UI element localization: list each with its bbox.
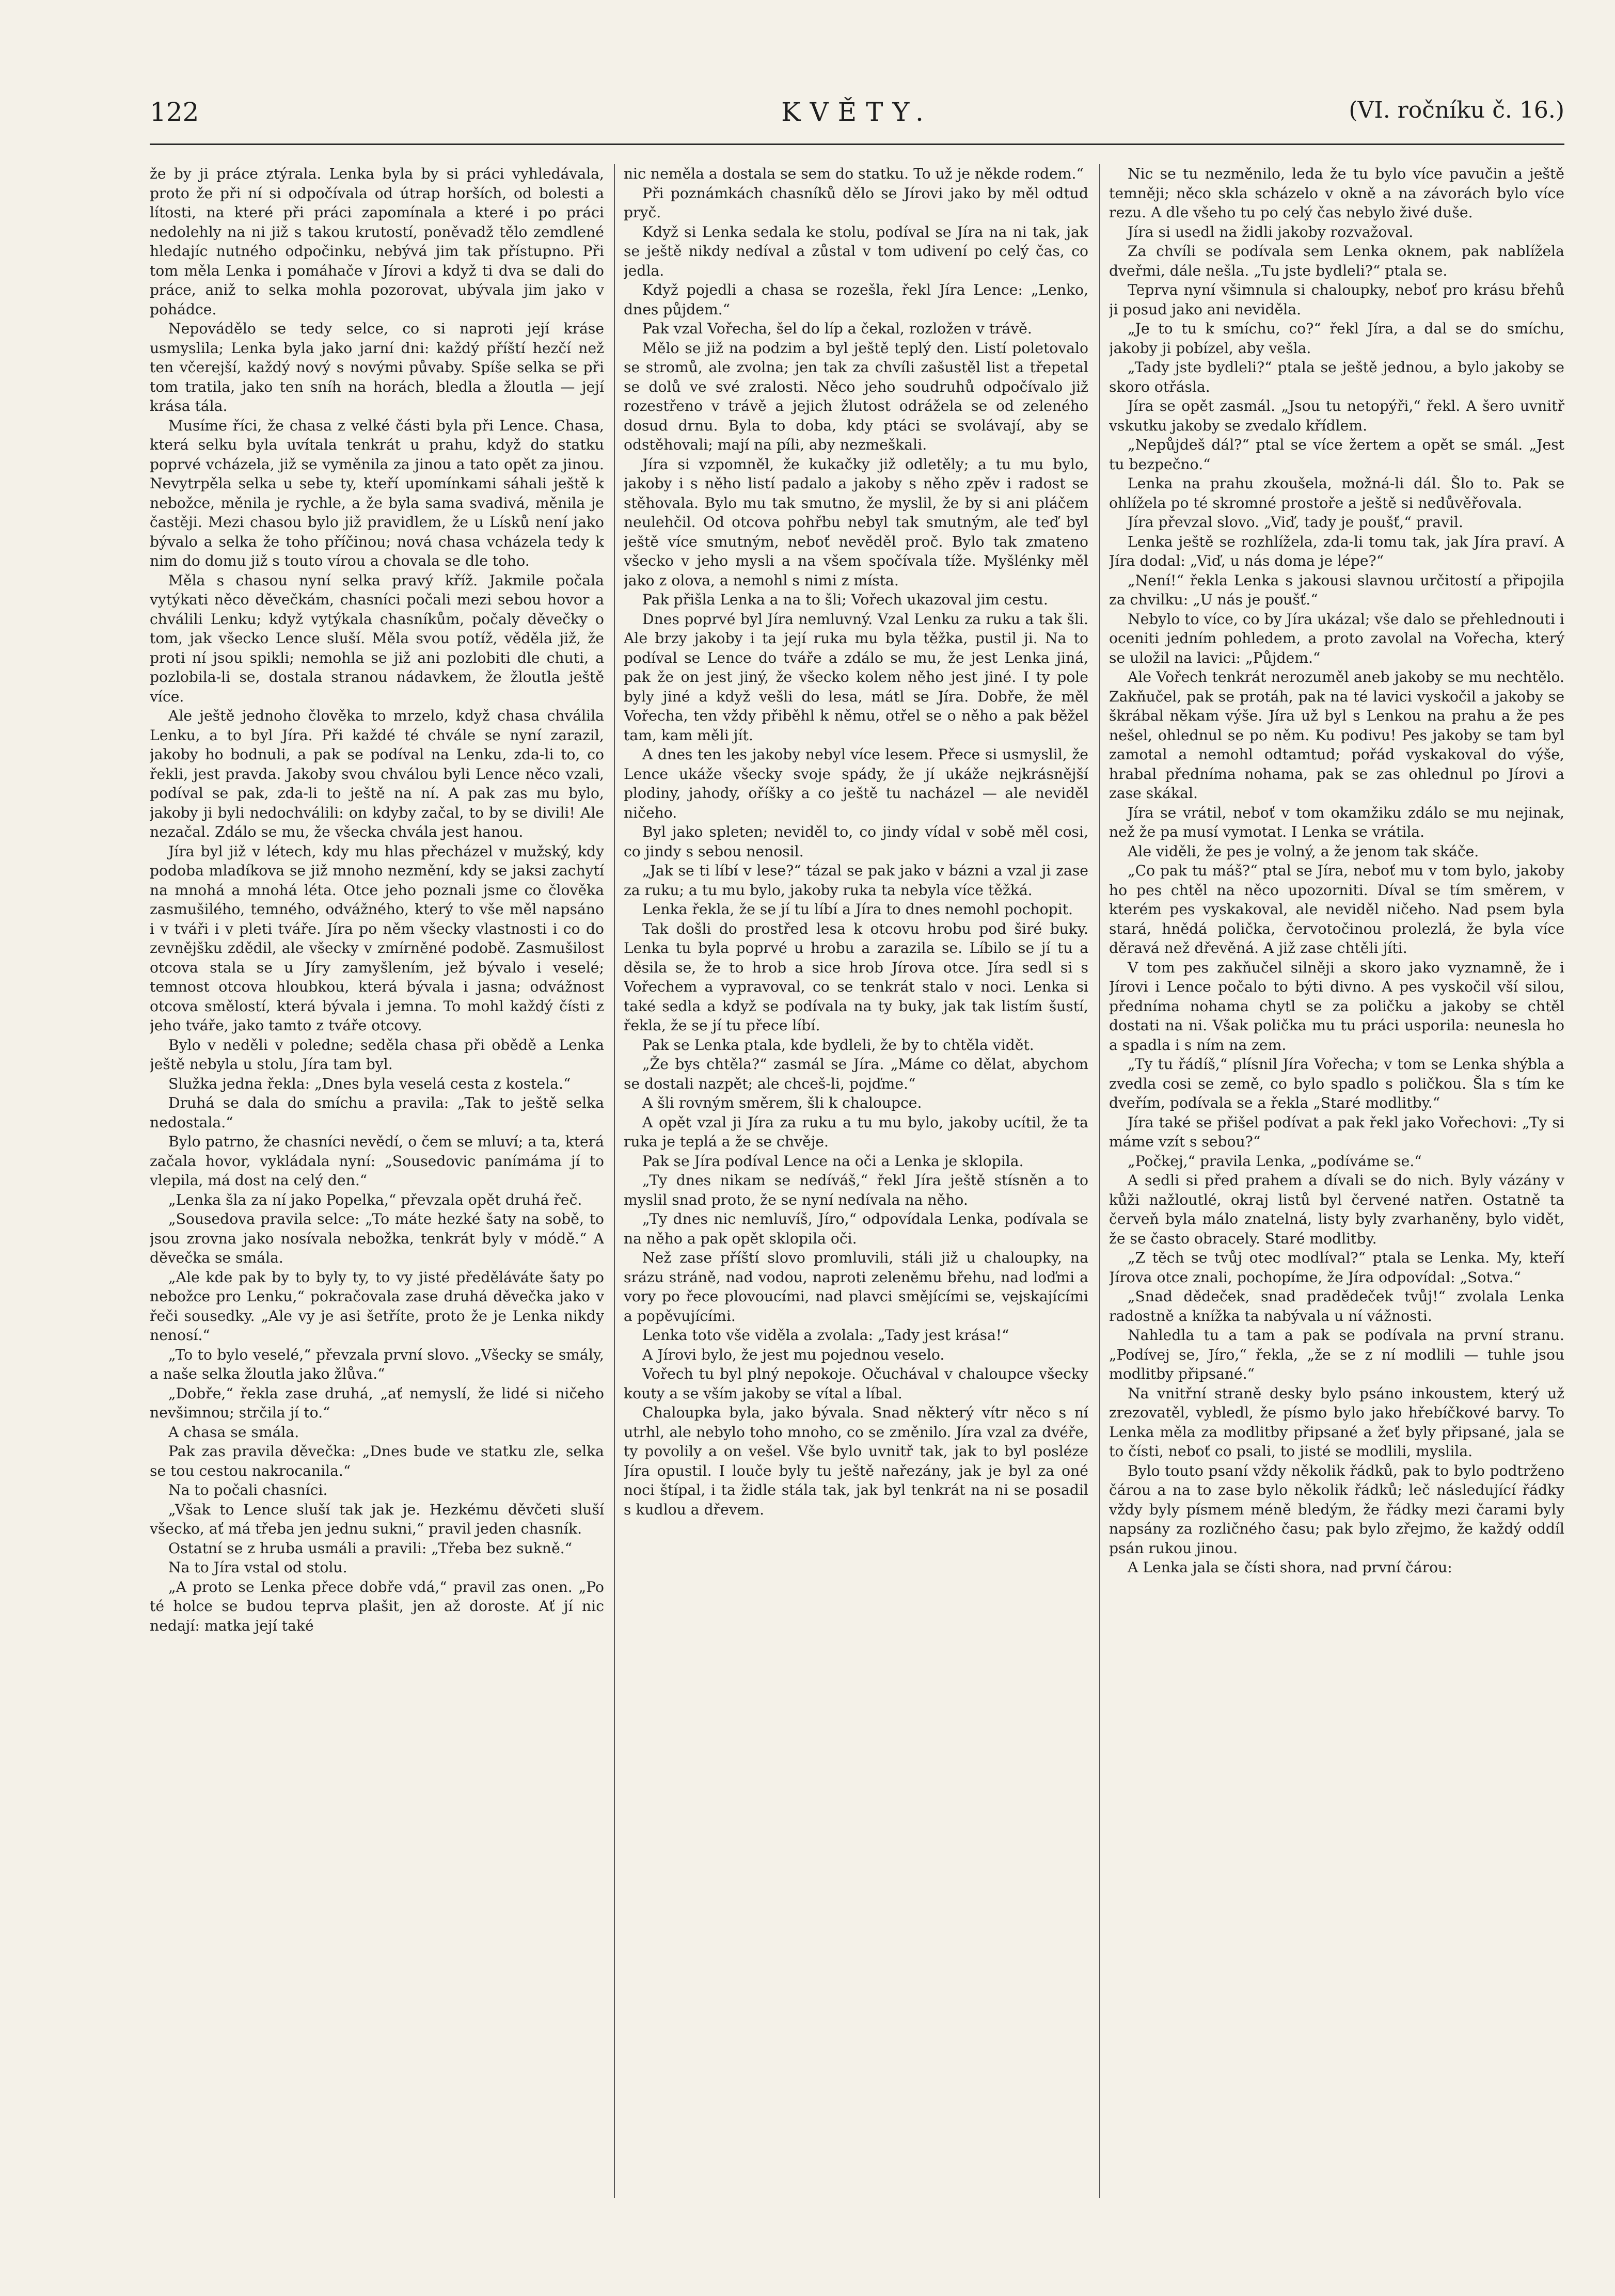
column-1: [150, 164, 604, 2250]
paragraph: Pak se Lenka ptala, kde bydleli, že by to chtěla vidět.: [642, 1036, 1034, 1054]
paragraph: Ostatní se z hruba usmáli a pravili: „Třeba bez sukně.“: [168, 1539, 573, 1557]
paragraph: Než zase příští slovo promluvili, stáli již u chaloupky, na srázu stráně, nad vodou, naproti zeleněmu břehu, nad loďmi a vory po řece plovoucími, nad plavci smějícími se, vejskajícími a popěvujícími.: [624, 1249, 1088, 1325]
paragraph: Jíra byl již v létech, kdy mu hlas přecházel v mužský, kdy podoba mladíkova se již mnoho nezmění, kdy se jaksi zachytí na mnohá a mnohá léta. Otce jeho poznali jsme co člověka zasmušilého, temného, odvážného, který to vše měl napsáno i v tváři i v pleti tváře. Jíra po něm všecky vlastnosti i co do zevnějšku zdědil, ale všecky v zmírněné podobě. Zasmušilost otcova stala se u Jíry zamyšlením, jež bývalo i veselé; temnost otcova hloubkou, která bývala i jasna; odvážnost otcova smělostí, která bývala i jemna. To mohl každý čísti z jeho tváře, jako tamto z tváře otcovy.: [150, 842, 604, 1034]
paragraph: Pak se Jíra podíval Lence na oči a Lenka je sklopila.: [642, 1152, 1024, 1170]
paragraph: Ale Vořech tenkrát nerozuměl aneb jakoby se mu nechtělo. Zakňučel, pak se protáh, pak na té lavici vyskočil a jakoby se škrábal někam výše. Jíra už byl s Lenkou na prahu a že pes nešel, ohlednul se po něm. Ku podivu! Pes jakoby se tam byl zamotal a nemohl odtamtud; pořád vyskakoval do výše, hrabal předníma nohama, pak se zas ohlednul po Jírovi a zase skákal.: [1109, 668, 1564, 802]
paragraph: Mělo se již na podzim a byl ještě teplý den. Listí poletovalo se stromů, ale zvolna; jen tak za chvíli zašustěl list a třepetal se dolů ve své zralosti. Něco jeho soudruhů odpočívalo již rozestřeno v trávě a jejich žlutost odrážela se od zeleného dosud drnu. Byla to doba, kdy ptáci se svolávají, aby se odstěhovali; mají na píli, aby nezmeškali.: [624, 339, 1088, 453]
paragraph: Jíra převzal slovo. „Viď, tady je poušť,“ pravil.: [1128, 514, 1463, 531]
paragraph: Lenka na prahu zkoušela, možná-li dál. Šlo to. Pak se ohlížela po té skromné prostoře a ještě si nedůvěřovala.: [1109, 475, 1564, 512]
paragraph: „A proto se Lenka přece dobře vdá,“ pravil zas onen. „Po té holce se budou teprva plašit, jen až doroste. Ať jí nic nedají: matka její také: [150, 1578, 604, 1634]
paragraph: Když si Lenka sedala ke stolu, podíval se Jíra na ni tak, jak se ještě nikdy nedíval a zůstal v tom udivení po celý čas, co jedla.: [624, 223, 1088, 279]
paragraph: Za chvíli se podívala sem Lenka oknem, pak nablížela dveřmi, dále nešla. „Tu jste bydleli?“ ptala se.: [1109, 243, 1564, 279]
column-3: [1109, 164, 1564, 2250]
paragraph: A dnes ten les jakoby nebyl více lesem. Přece si usmyslil, že Lence ukáže všecky svoje spády, že jí ukáže nejkrásnější plodiny, jahody, oříšky a co ještě tu nacházel — ale neviděl ničeho.: [624, 746, 1088, 821]
paragraph: „Jak se ti líbí v lese?“ tázal se pak jako v bázni a vzal ji zase za ruku; a tu mu bylo, jakoby ruka ta nebyla více těžká.: [624, 862, 1088, 899]
journal-title: KVĚTY.: [781, 97, 933, 127]
column-2: [624, 164, 1088, 2250]
paragraph: Tak došli do prostřed lesa k otcovu hrobu pod širé buky. Lenka tu byla poprvé u hrobu a zarazila se. Líbilo se jí tu a děsila se, že to hrob a sice hrob Jírova otce. Jíra sedl si s Vořechem a vypravoval, co se tenkrát stalo v noci. Lenka si také sedla a když se podívala na ty buky, jak tak listím šustí, řekla, že se jí tu přece líbí.: [624, 920, 1088, 1034]
paragraph: Jíra si usedl na židli jakoby rozvažoval.: [1128, 223, 1414, 241]
paragraph: Ale viděli, že pes je volný, a že jenom tak skáče.: [1128, 842, 1479, 860]
paragraph: Dnes poprvé byl Jíra nemluvný. Vzal Lenku za ruku a tak šli. Ale brzy jakoby i ta její ruka mu byla těžka, pustil ji. Na to podíval se Lence do tváře a zdálo se mu, že jest Lenka jiná, pak že on jest jiný, že všecko kolem něho jest jiné. I ty pole byly jiné a když vešli do lesa, mátl se Jíra. Dobře, že měl Vořecha, ten vždy přiběhl k němu, otřel se o něho a pak běžel tam, kam měli jít.: [624, 610, 1088, 744]
paragraph: „Ty dnes nikam se nedíváš,“ řekl Jíra ještě stísněn a to myslil snad proto, že se nyní nedívala na něho.: [624, 1172, 1088, 1208]
paragraph: Při poznámkách chasníků dělo se Jírovi jako by měl odtud pryč.: [624, 184, 1088, 221]
paragraph: „Že bys chtěla?“ zasmál se Jíra. „Máme co dělat, abychom se dostali nazpět; ale chceš-li, pojďme.“: [624, 1056, 1088, 1092]
paragraph: „Ty dnes nic nemluvíš, Jíro,“ odpovídala Lenka, podívala se na něho a pak opět sklopila oči.: [624, 1210, 1088, 1247]
paragraph: Na to Jíra vstal od stolu.: [168, 1559, 347, 1576]
paragraph: „Lenka šla za ní jako Popelka,“ převzala opět druhá řeč.: [168, 1191, 582, 1208]
paragraph: „Ale kde pak by to byly ty, to vy jisté předěláváte šaty po nebožce pro Lenku,“ pokračovala zase druhá děvečka jako v řeči sousedky. „Ale vy je asi šetříte, proto že je Lenka nikdy nenosí.“: [150, 1268, 604, 1344]
header-rule: [150, 144, 1564, 145]
paragraph: Když pojedli a chasa se rozešla, řekl Jíra Lence: „Lenko, dnes půjdem.“: [624, 281, 1088, 318]
paragraph: Jíra také se přišel podívat a pak řekl jako Vořechovi: „Ty si máme vzít s sebou?“: [1109, 1113, 1564, 1150]
paragraph: Nebylo to více, co by Jíra ukázal; vše dalo se přehlednouti i oceniti jedním pohledem, a proto zavolal na Vořecha, který se uložil na lavici: „Půjdem.“: [1109, 610, 1564, 666]
paragraph: nic neměla a dostala se sem do statku. To už je někde rodem.“: [624, 165, 1084, 182]
paragraph: „Dobře,“ řekla zase druhá, „ať nemyslí, že lidé si ničeho nevšimnou; strčila jí to.“: [150, 1384, 604, 1421]
paragraph: V tom pes zakňučel silněji a skoro jako vyznamně, že i Jírovi i Lence počalo to býti divno. A pes vyskočil vší silou, předníma nohama chytl se za poličku a jakoby se chtěl dostati na ni. Však polička mu tu práci usporila: neunesla ho a spadla i s ním na zem.: [1109, 959, 1564, 1054]
paragraph: Na to počali chasníci.: [168, 1481, 328, 1498]
paragraph: Bylo patrno, že chasníci nevědí, o čem se mluví; a ta, která začala hovor, vykládala nyní: „Sousedovic panímáma jí to vlepila, má dost na celý den.“: [150, 1133, 604, 1189]
paragraph: že by ji práce ztýrala. Lenka byla by si práci vyhledávala, proto že při ní si odpočívala od útrap horších, od bolesti a lítosti, na které při práci zapomínala a které i po práci nedolehly na ni již s takou krutostí, poněvadž tělo zemdlené hledajíc nutného odpočinku, nebývá jim tak přístupno. Při tom měla Lenka i pomáhače v Jírovi a když ti dva se dali do práce, aniž to selka mohla pozorovat, ubývala jim jako v pohádce.: [150, 165, 604, 318]
paragraph: „Z těch se tvůj otec modlíval?“ ptala se Lenka. My, kteří Jírova otce znali, pochopíme, že Jíra odpovídal: „Sotva.“: [1109, 1249, 1564, 1286]
paragraph: „Nepůjdeš dál?“ ptal se více žertem a opět se smál. „Jest tu bezpečno.“: [1109, 436, 1564, 473]
text-columns: [150, 164, 1564, 2250]
paragraph: A šli rovným směrem, šli k chaloupce.: [642, 1094, 922, 1111]
paragraph: Jíra si vzpomněl, že kukačky již odletěly; a tu mu bylo, jakoby i s něho listí padalo a jakoby s něho zpěv i radost se stěhovala. Bylo mu tak smutno, že myslil, že by si ani pláčem neulehčil. Od otcova pohřbu nebyl tak smutným, ale teď byl ještě více smutným, neboť nevěděl proč. Bylo tak zmateno všecko v jeho mysli a na všem spočívala tíže. Myšlénky měl jako z olova, a nemohl s nimi z místa.: [624, 455, 1088, 589]
paragraph: A sedli si před prahem a dívali se do nich. Byly vázány v kůži nažloutlé, okraj listů byl červené natřen. Ostatně ta červeň byla málo znatelná, listy byly zvarhaněny, bylo vidět, že se často obracely. Staré modlitby.: [1109, 1172, 1564, 1247]
paragraph: Vořech tu byl plný nepokoje. Očuchával v chaloupce všecky kouty a se vším jakoby se vítal a líbal.: [624, 1365, 1088, 1402]
paragraph: Lenka toto vše viděla a zvolala: „Tady jest krása!“: [642, 1327, 1009, 1344]
paragraph: A chasa se smála.: [168, 1423, 299, 1441]
paragraph: Nepovádělo se tedy selce, co si naproti její kráse usmyslila; Lenka byla jako jarní dni: každý příští hezčí než ten včerejší, každý nový s novými půvaby. Spíše selka se při tom tratila, jako ten sníh na horách, bledla a žloutla — její krása tála.: [150, 320, 604, 414]
paragraph: A Jírovi bylo, že jest mu pojednou veselo.: [642, 1346, 945, 1363]
paragraph: „Však to Lence sluší tak jak je. Hezkému děvčeti sluší všecko, ať má třeba jen jednu sukni,“ pravil jeden chasník.: [150, 1501, 604, 1537]
paragraph: Druhá se dala do smíchu a pravila: „Tak to ještě selka nedostala.“: [150, 1094, 604, 1131]
page-header: [150, 92, 1564, 138]
paragraph: Bylo touto psaní vždy několik řádků, pak to bylo podtrženo čárou a na to zase bylo několik řádků; leč následující řádky vždy byly písmem méně bledým, že řádky mezi čarami byly napsány za rozličného času; pak bylo zřejmo, že každý oddíl psán rukou jinou.: [1109, 1462, 1564, 1557]
paragraph: Chaloupka byla, jako bývala. Snad některý vítr něco s ní utrhl, ale nebylo toho mnoho, co se změnilo. Jíra vzal za dvéře, ty povolily a on vešel. Vše bylo uvnitř tak, jak to byl posléze Jíra opustil. I louče byly tu ještě nařezány, jak je byl za oné noci štípal, i ta židle stála tak, jak byl tenkrát na ni se posadil s kudlou a dřevem.: [624, 1404, 1088, 1518]
paragraph: Byl jako spleten; neviděl to, co jindy vídal v sobě měl cosi, co jindy s sebou nenosil.: [624, 823, 1088, 860]
paragraph: „To to bylo veselé,“ převzala první slovo. „Všecky se smály, a naše selka žloutla jako žlůva.“: [150, 1346, 604, 1382]
paragraph: Teprva nyní všimnula si chaloupky, neboť pro krásu břehů ji posud jako ani neviděla.: [1109, 281, 1564, 318]
paragraph: Ale ještě jednoho člověka to mrzelo, když chasa chválila Lenku, a to byl Jíra. Při každé té chvále se nyní zarazil, jakoby ho bodnuli, a pak se podíval na Lenku, zda-li to, co řekli, jest pravda. Jakoby svou chválou byli Lence něco vzali, podíval se pak, zda-li to ještě na ní. A pak zas mu bylo, jakoby ji byli nedochválili: on kdyby začal, to by se divili! Ale nezačal. Zdálo se mu, že všecka chvála jest hanou.: [150, 707, 604, 840]
paragraph: „Sousedova pravila selce: „To máte hezké šaty na sobě, to jsou zrovna jako nosívala nebožka, tenkrát byly v módě.“ A děvečka se smála.: [150, 1210, 604, 1266]
paragraph: Jíra se vrátil, neboť v tom okamžiku zdálo se mu nejinak, než že pa musí vymotat. I Lenka se vrátila.: [1109, 804, 1564, 840]
paragraph: Služka jedna řekla: „Dnes byla veselá cesta z kostela.“: [168, 1075, 571, 1092]
paragraph: „Ty tu řádíš,“ plísnil Jíra Vořecha; v tom se Lenka shýbla a zvedla cosi se země, co bylo spadlo s poličkou. Šla s tím ke dveřím, podívala se a řekla „Staré modlitby.“: [1109, 1056, 1564, 1111]
paragraph: Nahledla tu a tam a pak se podívala na první stranu. „Podívej se, Jíro,“ řekla, „že se z ní modlili — tuhle jsou modlitby připsané.“: [1109, 1327, 1564, 1382]
paragraph: Pak vzal Vořecha, šel do líp a čekal, rozložen v trávě.: [642, 320, 1032, 337]
paragraph: „Snad dědeček, snad pradědeček tvůj!“ zvolala Lenka radostně a knížka ta nabývala u ní vážnosti.: [1109, 1288, 1564, 1325]
paragraph: A Lenka jala se čísti shora, nad první čárou:: [1128, 1559, 1452, 1576]
paragraph: Musíme říci, že chasa z velké části byla při Lence. Chasa, která selku byla uvítala tenkrát u prahu, když do statku poprvé vcházela, již se vyměnila za jinou a tato opět za jinou. Nevytrpěla selka u sebe ty, kteří upomínkami sáhali ještě k nebožce, měnila je rychle, a že byla sama svadivá, měnila je častěji. Mezi chasou bylo již pravidlem, že u Lísků není jako bývalo a selka že toho příčinou; nová chasa vcházela tedy k nim do domu již s touto vírou a chovala se dle toho.: [150, 417, 604, 569]
paragraph: Jíra se opět zasmál. „Jsou tu netopýři,“ řekl. A šero uvnitř vskutku jakoby se zvedalo křídlem.: [1109, 397, 1564, 434]
paragraph: Pak zas pravila děvečka: „Dnes bude ve statku zle, selka se tou cestou nakrocanila.“: [150, 1443, 604, 1479]
issue-label: (VI. ročníku č. 16.): [1349, 97, 1564, 123]
paragraph: „Tady jste bydleli?“ ptala se ještě jednou, a bylo jakoby se skoro otřásla.: [1109, 359, 1564, 395]
paragraph: Lenka ještě se rozhlížela, zda-li tomu tak, jak Jíra praví. A Jíra dodal: „Viď, u nás doma je lépe?“: [1109, 533, 1564, 569]
paragraph: „Není!“ řekla Lenka s jakousi slavnou určitostí a připojila za chvilku: „U nás je poušť.“: [1109, 571, 1564, 608]
paragraph: Měla s chasou nyní selka pravý kříž. Jakmile počala vytýkati něco děvečkám, chasníci počali mezi sebou hovor a chválili Lenku; když vytýkala chasníkům, počaly děvečky o tom, jak všecko Lence sluší. Měla svou potíž, věděla již, že proti ní jsou spikli; nemohla se již ani pozlobiti dle chuti, a pozlobila-li se, dostala stranou nádavkem, že žloutla ještě více.: [150, 571, 604, 705]
paragraph: Lenka řekla, že se jí tu líbí a Jíra to dnes nemohl pochopit.: [642, 901, 1073, 918]
paragraph: A opět vzal ji Jíra za ruku a tu mu bylo, jakoby ucítil, že ta ruka je teplá a že se chvěje.: [624, 1113, 1088, 1150]
paragraph: Pak přišla Lenka a na to šli; Vořech ukazoval jim cestu.: [642, 591, 1048, 608]
paragraph: Na vnitřní straně desky bylo psáno inkoustem, který už zrezovatěl, vybledl, že písmo bylo jako hřebíčkové barvy. To Lenka měla za modlitby připsané a žeť byly připsané, jala se to čísti, neboť co psali, to jisté se modlili, myslila.: [1109, 1384, 1564, 1460]
paragraph: Nic se tu nezměnilo, leda že tu bylo více pavučin a ještě temněji; něco skla scházelo v okně a na závorách bylo více rezu. A dle všeho tu po celý čas nebylo živé duše.: [1109, 165, 1564, 221]
paragraph: „Počkej,“ pravila Lenka, „podíváme se.“: [1128, 1152, 1422, 1170]
page-number: 122: [150, 97, 199, 127]
paragraph: Bylo v neděli v poledne; seděla chasa při obědě a Lenka ještě nebyla u stolu, Jíra tam byl.: [150, 1036, 604, 1073]
paragraph: „Je to tu k smíchu, co?“ řekl Jíra, a dal se do smíchu, jakoby ji pobízel, aby vešla.: [1109, 320, 1564, 357]
paragraph: „Co pak tu máš?“ ptal se Jíra, neboť mu v tom bylo, jakoby ho pes chtěl na něco upozorniti. Díval se tím směrem, v kterém pes vyskakoval, ale neviděl ničeho. Nad psem byla stará, hnědá polička, červotočinou prolezlá, že byla více děravá než dřevěná. A již zase chtěli jíti.: [1109, 862, 1564, 956]
